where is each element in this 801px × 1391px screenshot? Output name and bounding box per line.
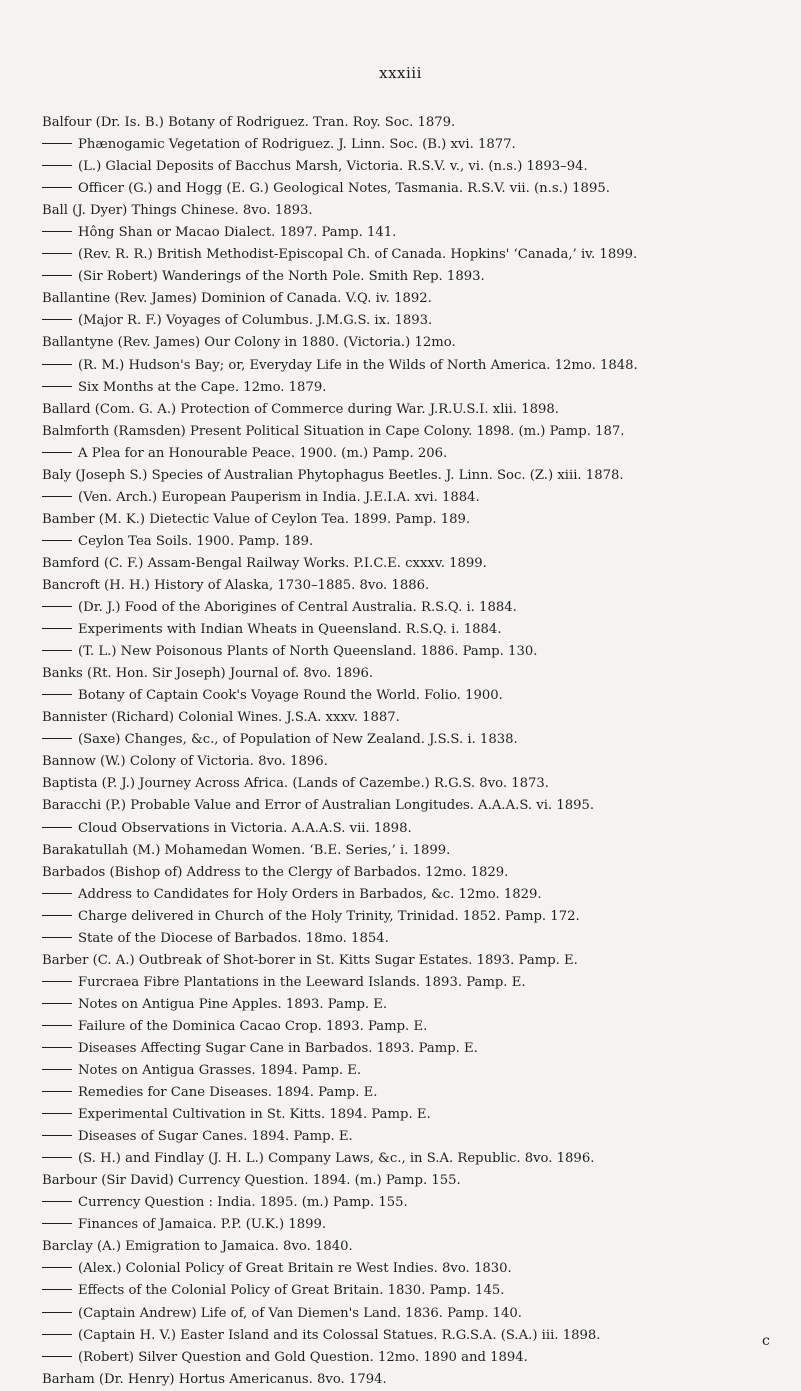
- bibliography-entry: [42, 112, 788, 134]
- entry-text: (Saxe) Changes, &c., of Population of New Zealand. J.S.S. i. 1838.: [78, 732, 518, 748]
- ditto-dash: [42, 1312, 72, 1313]
- ditto-dash: [42, 650, 72, 651]
- entry-text: (Alex.) Colonial Policy of Great Britain re West Indies. 8vo. 1830.: [78, 1261, 512, 1277]
- bibliography-subentry: [42, 1104, 788, 1126]
- bibliography-subentry: [42, 156, 788, 178]
- bibliography-subentry: [42, 1258, 788, 1280]
- ditto-dash: [42, 540, 72, 541]
- bibliography-subentry: [42, 641, 788, 663]
- bibliography-entry: [42, 332, 788, 354]
- entry-text: (Captain H. V.) Easter Island and its Colossal Statues. R.G.S.A. (S.A.) iii. 1898.: [78, 1327, 601, 1343]
- ditto-dash: [42, 915, 72, 916]
- bibliography-entry: [42, 465, 788, 487]
- entry-text: (Sir Robert) Wanderings of the North Pole. Smith Rep. 1893.: [78, 269, 485, 285]
- entry-text: (Dr. J.) Food of the Aborigines of Central Australia. R.S.Q. i. 1884.: [78, 600, 517, 616]
- bibliography-subentry: [42, 487, 788, 509]
- bibliography-subentry: [42, 1016, 788, 1038]
- bibliography-subentry: [42, 994, 788, 1016]
- entry-text: Ceylon Tea Soils. 1900. Pamp. 189.: [78, 533, 314, 549]
- bibliography-subentry: [42, 1280, 788, 1302]
- bibliography-subentry: [42, 1303, 788, 1325]
- entry-text: (Captain Andrew) Life of, of Van Diemen's Land. 1836. Pamp. 140.: [78, 1305, 522, 1321]
- bibliography-subentry: [42, 443, 788, 465]
- bibliography-subentry: [42, 377, 788, 399]
- ditto-dash: [42, 1069, 72, 1070]
- entry-text: (S. H.) and Findlay (J. H. L.) Company Laws, &c., in S.A. Republic. 8vo. 1896.: [78, 1151, 595, 1167]
- ditto-dash: [42, 1047, 72, 1048]
- ditto-dash: [42, 1113, 72, 1114]
- ditto-dash: [42, 1356, 72, 1357]
- bibliography-subentry: [42, 928, 788, 950]
- entry-text: Bamber (M. K.) Dietectic Value of Ceylon Tea. 1899. Pamp. 189.: [42, 511, 471, 527]
- entry-text: Barber (C. A.) Outbreak of Shot-borer in St. Kitts Sugar Estates. 1893. Pamp. E.: [42, 952, 578, 968]
- entry-text: Barakatullah (M.) Mohamedan Women. ‘B.E. Series,’ i. 1899.: [42, 842, 451, 858]
- entry-text: Experiments with Indian Wheats in Queensland. R.S.Q. i. 1884.: [78, 622, 502, 638]
- ditto-dash: [42, 606, 72, 607]
- bibliography-list: [42, 112, 788, 1391]
- bibliography-entry: [42, 862, 788, 884]
- ditto-dash: [42, 1289, 72, 1290]
- entry-text: Barham (Dr. Henry) Hortus Americanus. 8vo. 1794.: [42, 1371, 387, 1387]
- bibliography-subentry: [42, 1325, 788, 1347]
- bibliography-entry: [42, 288, 788, 310]
- entry-text: Notes on Antigua Grasses. 1894. Pamp. E.: [78, 1063, 362, 1079]
- bibliography-subentry: [42, 1347, 788, 1369]
- ditto-dash: [42, 386, 72, 387]
- ditto-dash: [42, 1201, 72, 1202]
- entry-text: Bannow (W.) Colony of Victoria. 8vo. 1896.: [42, 754, 328, 770]
- ditto-dash: [42, 319, 72, 320]
- bibliography-subentry: [42, 597, 788, 619]
- ditto-dash: [42, 187, 72, 188]
- bibliography-subentry: [42, 1060, 788, 1082]
- bibliography-subentry: [42, 1214, 788, 1236]
- entry-text: Six Months at the Cape. 12mo. 1879.: [78, 379, 327, 395]
- entry-text: (Rev. R. R.) British Methodist-Episcopal Ch. of Canada. Hopkins' ‘Canada,’ iv. 1899.: [78, 247, 638, 263]
- bibliography-entry: [42, 553, 788, 575]
- ditto-dash: [42, 143, 72, 144]
- ditto-dash: [42, 827, 72, 828]
- ditto-dash: [42, 628, 72, 629]
- bibliography-entry: [42, 509, 788, 531]
- bibliography-subentry: [42, 1148, 788, 1170]
- bibliography-entry: [42, 421, 788, 443]
- bibliography-subentry: [42, 884, 788, 906]
- bibliography-subentry: [42, 906, 788, 928]
- ditto-dash: [42, 981, 72, 982]
- entry-text: Balmforth (Ramsden) Present Political Situation in Cape Colony. 1898. (m.) Pamp. 187.: [42, 423, 625, 439]
- entry-text: Banks (Rt. Hon. Sir Joseph) Journal of. 8vo. 1896.: [42, 666, 374, 682]
- entry-text: (Ven. Arch.) European Pauperism in India. J.E.I.A. xvi. 1884.: [78, 489, 480, 505]
- entry-text: Baptista (P. J.) Journey Across Africa. (Lands of Cazembe.) R.G.S. 8vo. 1873.: [42, 776, 549, 792]
- bibliography-subentry: [42, 818, 788, 840]
- entry-text: Ball (J. Dyer) Things Chinese. 8vo. 1893.: [42, 203, 313, 219]
- entry-text: Baly (Joseph S.) Species of Australian Phytophagus Beetles. J. Linn. Soc. (Z.) xiii. 1878.: [42, 467, 624, 483]
- entry-text: State of the Diocese of Barbados. 18mo. 1854.: [78, 930, 389, 946]
- ditto-dash: [42, 275, 72, 276]
- bibliography-subentry: [42, 729, 788, 751]
- entry-text: A Plea for an Honourable Peace. 1900. (m.) Pamp. 206.: [78, 445, 448, 461]
- bibliography-entry: [42, 795, 788, 817]
- entry-text: Bancroft (H. H.) History of Alaska, 1730–1885. 8vo. 1886.: [42, 577, 430, 593]
- bibliography-entry: [42, 1236, 788, 1258]
- bibliography-entry: [42, 575, 788, 597]
- entry-text: Experimental Cultivation in St. Kitts. 1894. Pamp. E.: [78, 1107, 431, 1123]
- bibliography-entry: [42, 399, 788, 421]
- bibliography-subentry: [42, 685, 788, 707]
- ditto-dash: [42, 165, 72, 166]
- ditto-dash: [42, 1223, 72, 1224]
- entry-text: Remedies for Cane Diseases. 1894. Pamp. E.: [78, 1085, 378, 1101]
- entry-text: (Major R. F.) Voyages of Columbus. J.M.G.S. ix. 1893.: [78, 313, 433, 329]
- bibliography-entry: [42, 751, 788, 773]
- ditto-dash: [42, 1091, 72, 1092]
- ditto-dash: [42, 1267, 72, 1268]
- entry-text: Effects of the Colonial Policy of Great Britain. 1830. Pamp. 145.: [78, 1283, 505, 1299]
- bibliography-subentry: [42, 134, 788, 156]
- bibliography-subentry: [42, 222, 788, 244]
- entry-text: Currency Question : India. 1895. (m.) Pamp. 155.: [78, 1195, 408, 1211]
- entry-text: Notes on Antigua Pine Apples. 1893. Pamp. E.: [78, 996, 388, 1012]
- entry-text: Ballard (Com. G. A.) Protection of Commerce during War. J.R.U.S.I. xlii. 1898.: [42, 401, 559, 417]
- entry-text: Balfour (Dr. Is. B.) Botany of Rodriguez. Tran. Roy. Soc. 1879.: [42, 115, 456, 130]
- bibliography-subentry: [42, 266, 788, 288]
- entry-text: Botany of Captain Cook's Voyage Round the World. Folio. 1900.: [78, 688, 503, 704]
- ditto-dash: [42, 694, 72, 695]
- bibliography-entry: [42, 773, 788, 795]
- bibliography-entry: [42, 707, 788, 729]
- entry-text: Failure of the Dominica Cacao Crop. 1893. Pamp. E.: [78, 1018, 428, 1034]
- entry-text: Phænogamic Vegetation of Rodriguez. J. Linn. Soc. (B.) xvi. 1877.: [78, 137, 516, 153]
- entry-text: (T. L.) New Poisonous Plants of North Queensland. 1886. Pamp. 130.: [78, 644, 538, 660]
- entry-text: Barbados (Bishop of) Address to the Clergy of Barbados. 12mo. 1829.: [42, 864, 509, 880]
- bibliography-entry: [42, 1369, 788, 1391]
- bibliography-subentry: [42, 1192, 788, 1214]
- entry-text: Cloud Observations in Victoria. A.A.A.S. vii. 1898.: [78, 820, 412, 836]
- ditto-dash: [42, 231, 72, 232]
- bibliography-subentry: [42, 244, 788, 266]
- bibliography-subentry: [42, 1082, 788, 1104]
- bibliography-entry: [42, 200, 788, 222]
- entry-text: Ballantyne (Rev. James) Our Colony in 1880. (Victoria.) 12mo.: [42, 335, 456, 351]
- bibliography-entry: [42, 950, 788, 972]
- entry-text: Finances of Jamaica. P.P. (U.K.) 1899.: [78, 1217, 327, 1233]
- ditto-dash: [42, 452, 72, 453]
- signature-mark: c: [762, 1333, 770, 1349]
- bibliography-subentry: [42, 355, 788, 377]
- entry-text: Bannister (Richard) Colonial Wines. J.S.A. xxxv. 1887.: [42, 710, 400, 726]
- bibliography-subentry: [42, 1038, 788, 1060]
- ditto-dash: [42, 738, 72, 739]
- ditto-dash: [42, 253, 72, 254]
- entry-text: Charge delivered in Church of the Holy Trinity, Trinidad. 1852. Pamp. 172.: [78, 908, 580, 924]
- bibliography-subentry: [42, 531, 788, 553]
- entry-text: Baracchi (P.) Probable Value and Error of Australian Longitudes. A.A.A.S. vi. 1895.: [42, 798, 595, 814]
- entry-text: Hông Shan or Macao Dialect. 1897. Pamp. 141.: [78, 225, 397, 241]
- bibliography-subentry: [42, 310, 788, 332]
- entry-text: Ballantine (Rev. James) Dominion of Canada. V.Q. iv. 1892.: [42, 291, 432, 307]
- bibliography-entry: [42, 1170, 788, 1192]
- page-number: xxxiii: [379, 64, 422, 82]
- ditto-dash: [42, 1334, 72, 1335]
- ditto-dash: [42, 1003, 72, 1004]
- ditto-dash: [42, 893, 72, 894]
- entry-text: Diseases of Sugar Canes. 1894. Pamp. E.: [78, 1129, 353, 1145]
- ditto-dash: [42, 1025, 72, 1026]
- bibliography-subentry: [42, 178, 788, 200]
- entry-text: Furcraea Fibre Plantations in the Leeward Islands. 1893. Pamp. E.: [78, 974, 526, 990]
- ditto-dash: [42, 1135, 72, 1136]
- bibliography-entry: [42, 663, 788, 685]
- entry-text: Officer (G.) and Hogg (E. G.) Geological Notes, Tasmania. R.S.V. vii. (n.s.) 1895.: [78, 181, 610, 197]
- ditto-dash: [42, 937, 72, 938]
- entry-text: (L.) Glacial Deposits of Bacchus Marsh, Victoria. R.S.V. v., vi. (n.s.) 1893–94.: [78, 159, 588, 175]
- entry-text: Bamford (C. F.) Assam-Bengal Railway Works. P.I.C.E. cxxxv. 1899.: [42, 555, 487, 571]
- bibliography-entry: [42, 840, 788, 862]
- entry-text: (R. M.) Hudson's Bay; or, Everyday Life in the Wilds of North America. 12mo. 1848.: [78, 357, 638, 373]
- entry-text: Barbour (Sir David) Currency Question. 1894. (m.) Pamp. 155.: [42, 1173, 461, 1189]
- bibliography-subentry: [42, 619, 788, 641]
- ditto-dash: [42, 496, 72, 497]
- entry-text: Address to Candidates for Holy Orders in Barbados, &c. 12mo. 1829.: [78, 886, 542, 902]
- entry-text: Barclay (A.) Emigration to Jamaica. 8vo. 1840.: [42, 1239, 353, 1255]
- bibliography-subentry: [42, 972, 788, 994]
- ditto-dash: [42, 364, 72, 365]
- bibliography-subentry: [42, 1126, 788, 1148]
- entry-text: (Robert) Silver Question and Gold Question. 12mo. 1890 and 1894.: [78, 1349, 528, 1365]
- entry-text: Diseases Affecting Sugar Cane in Barbados. 1893. Pamp. E.: [78, 1040, 478, 1056]
- ditto-dash: [42, 1157, 72, 1158]
